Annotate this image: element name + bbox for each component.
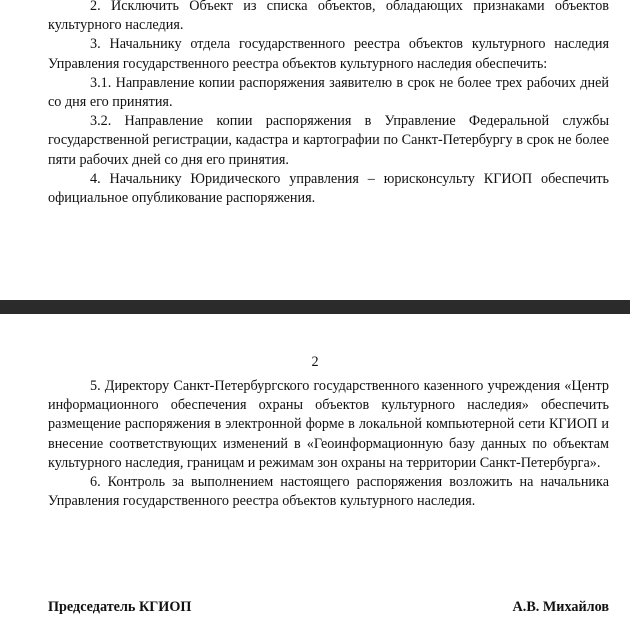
paragraph-item-6: 6. Контроль за выполнением настоящего распоряжения возложить на начальника Управления государственного реестра объектов культурного наследия. — [48, 474, 609, 510]
paragraph-item-3: 3. Начальнику отдела государственного реестра объектов культурного наследия Управления государственного реестра объектов культурного наследия обеспечить: — [48, 36, 609, 72]
signature-block — [48, 599, 609, 619]
page-number: 2 — [311, 354, 319, 370]
signatory-title: Председатель КГИОП — [48, 599, 192, 615]
paragraph-item-3-2: 3.2. Направление копии распоряжения в Управление Федеральной службы государственной регистрации, кадастра и картографии по Санкт-Петербургу в срок не более пяти рабочих дней со дня его принятия. — [48, 113, 609, 168]
paragraph-item-2: 2. Исключить Объект из списка объектов, обладающих признаками объектов культурного наследия. — [48, 0, 609, 34]
paragraph-item-3-1: 3.1. Направление копии распоряжения заявителю в срок не более трех рабочих дней со дня его принятия. — [48, 74, 609, 111]
paragraph-item-4: 4. Начальнику Юридического управления – юрисконсульту КГИОП обеспечить официальное опубликование распоряжения. — [48, 170, 609, 207]
document-page-2 — [0, 315, 630, 638]
signatory-name: А.В. Михайлов — [512, 599, 609, 615]
page-2-body — [48, 377, 609, 511]
page-1-body — [48, 0, 609, 208]
paragraph-item-5: 5. Директору Санкт-Петербургского государственного казенного учреждения «Центр информационного обеспечения охраны объектов культурного наследия» обеспечить размещение распоряжения в электронной форме в локальной компьютерной сети КГИОП и внесение соответствующих изменений в «Геоинформационную базу данных по объектам культурного наследия, границам и режимам зон охраны на территории Санкт-Петербурга». — [48, 378, 609, 471]
page-break-divider — [0, 300, 630, 314]
document-page-1 — [0, 0, 630, 296]
